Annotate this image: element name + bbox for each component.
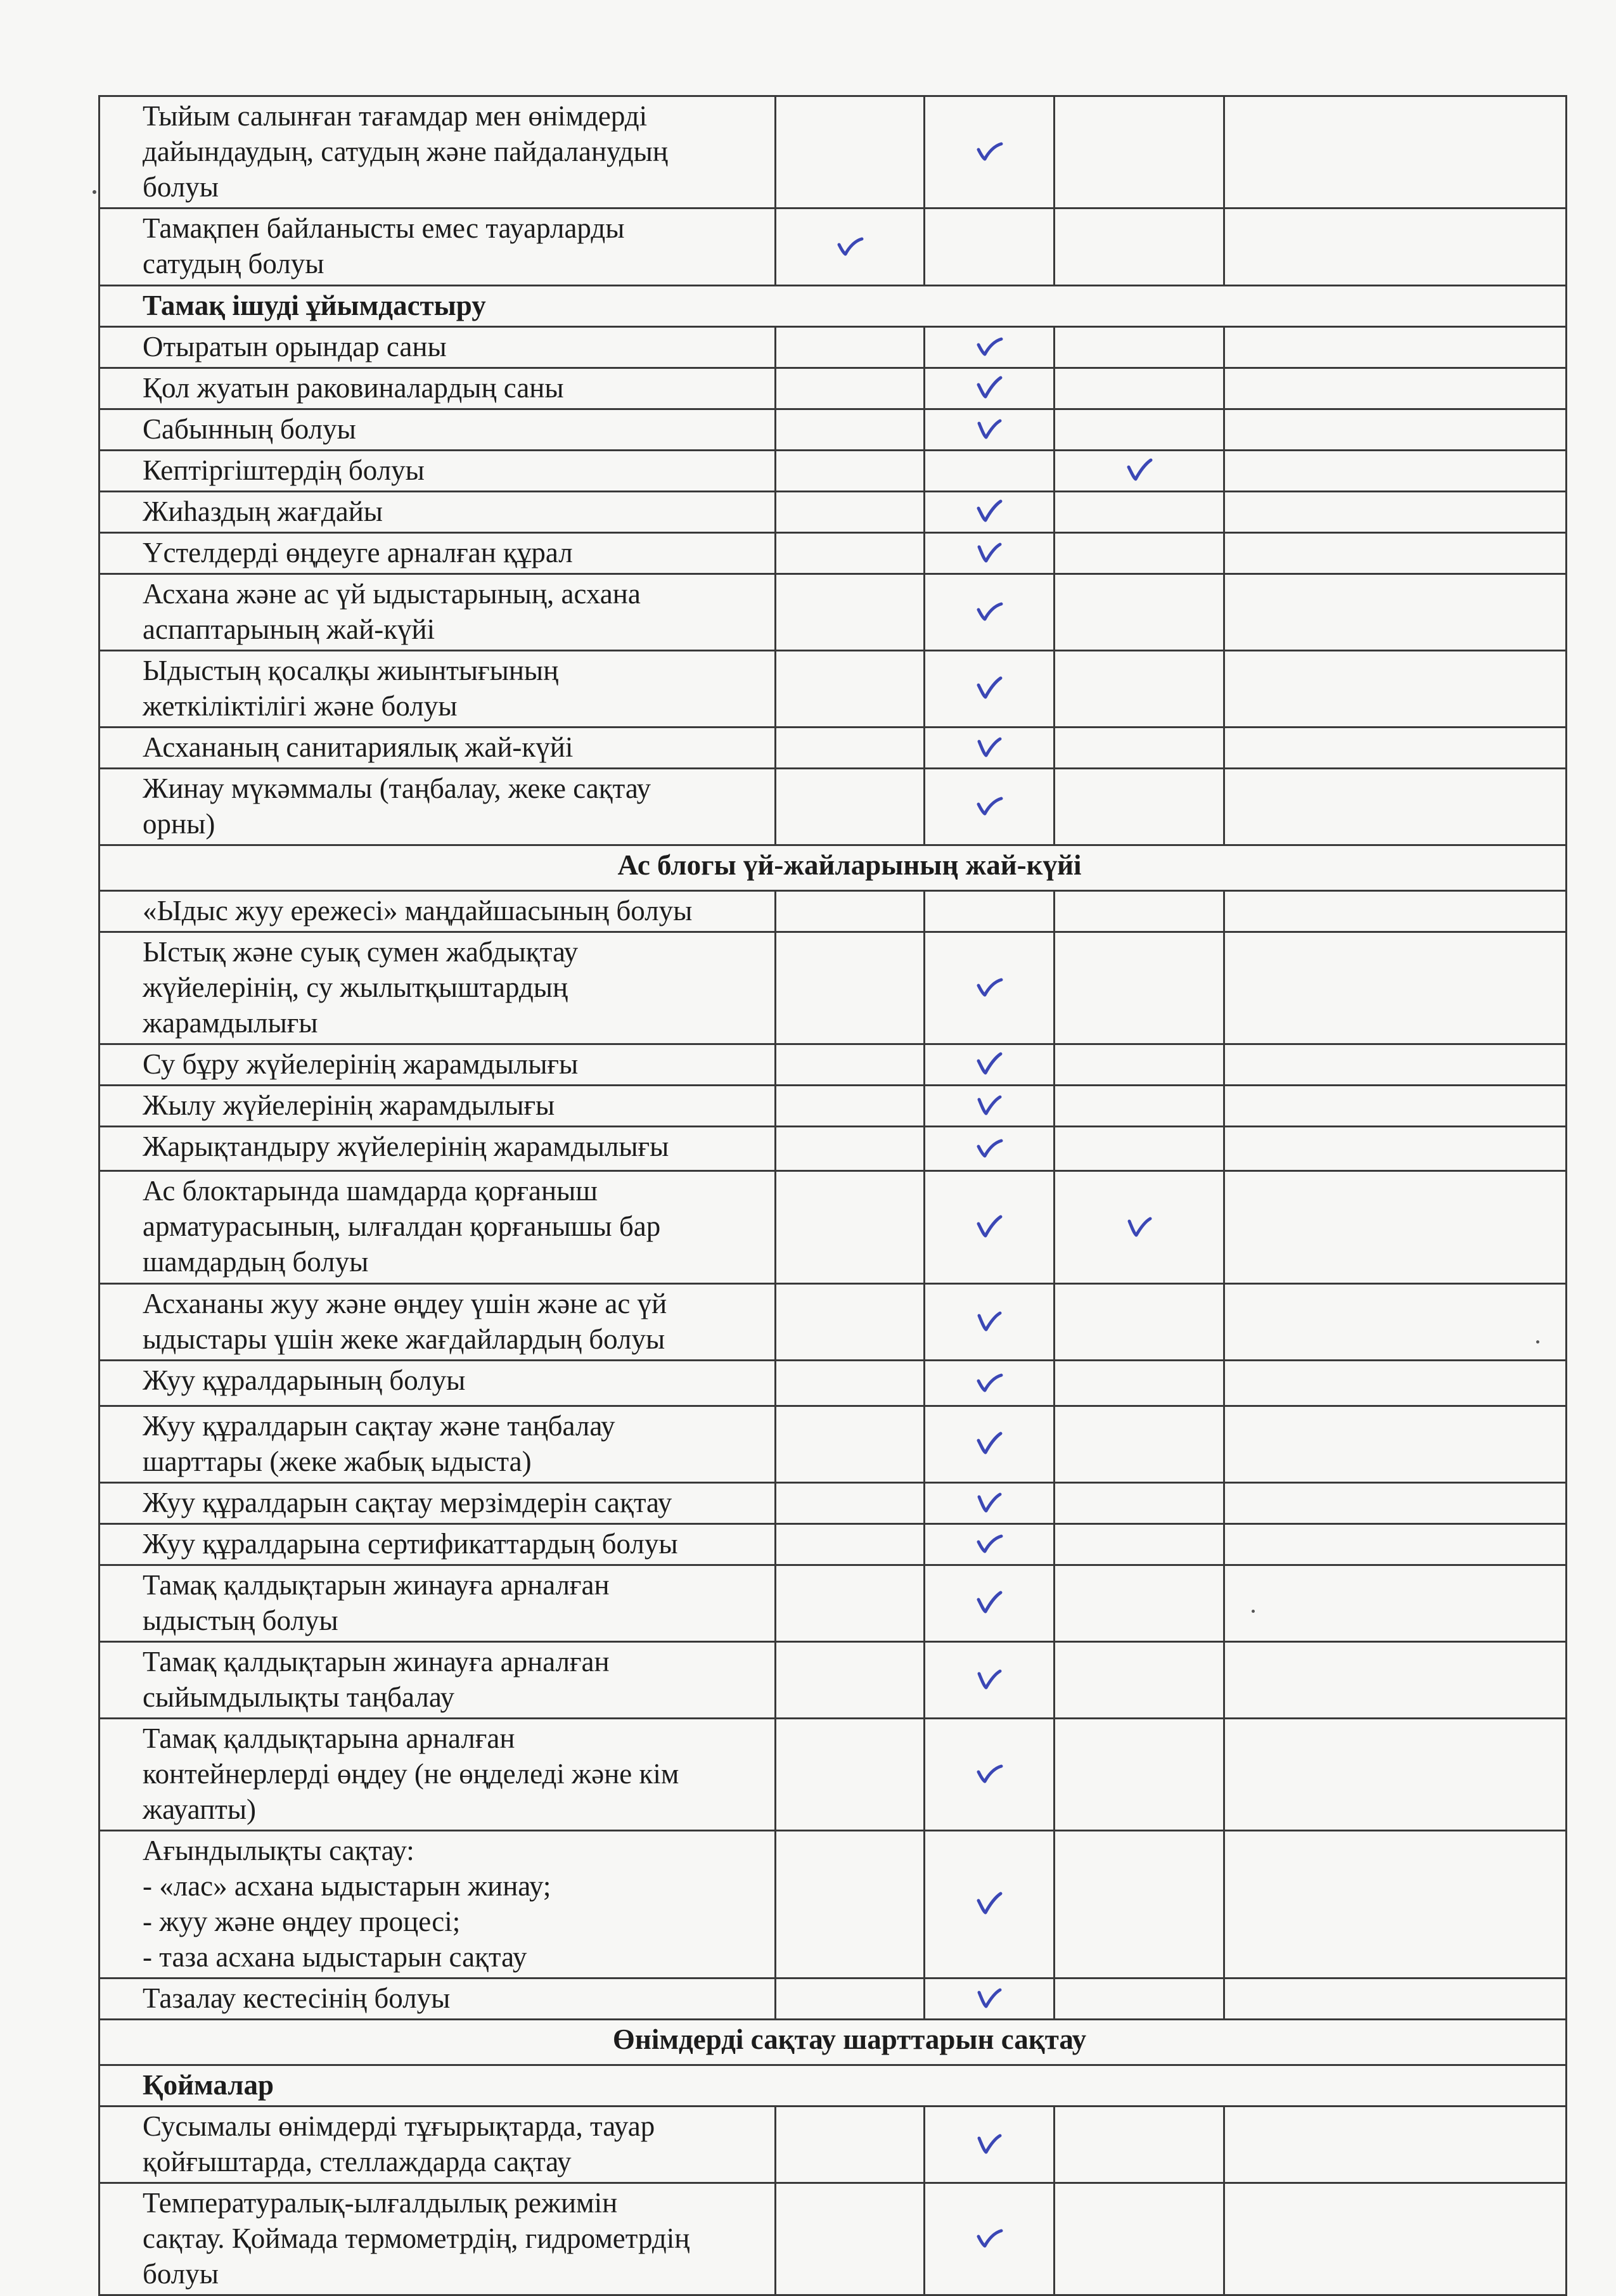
handwritten-check-icon [975, 2131, 1003, 2156]
mark-cell [1224, 574, 1567, 651]
subsection-title: Тамақ ішуді ұйымдастыру [99, 286, 1567, 327]
mark-cell [776, 1524, 925, 1565]
handwritten-check-icon [975, 1530, 1003, 1556]
table-row [99, 769, 1567, 845]
mark-cell [776, 1127, 925, 1171]
table-row [99, 574, 1567, 651]
mark-cell [1224, 1642, 1567, 1719]
mark-cell [1055, 728, 1224, 769]
mark-cell [1224, 1361, 1567, 1406]
mark-cell [925, 1831, 1055, 1979]
mark-cell [925, 327, 1055, 368]
table-row [99, 1979, 1567, 2020]
criterion-label: «Ыдыс жуу ережесі» маңдайшасының болуы [99, 891, 776, 932]
mark-cell [1055, 533, 1224, 574]
table-row [99, 1565, 1567, 1642]
mark-cell [1055, 2107, 1224, 2183]
mark-cell [776, 533, 925, 574]
mark-cell [776, 1086, 925, 1127]
scan-speck [1252, 1610, 1255, 1613]
mark-cell [1055, 1406, 1224, 1483]
mark-cell [925, 368, 1055, 409]
mark-cell [776, 208, 925, 286]
mark-cell [925, 2183, 1055, 2295]
mark-cell [776, 1406, 925, 1483]
mark-cell [776, 728, 925, 769]
criterion-label: Ағындылықты сақтау: - «лас» асхана ыдыстарын жинау; - жуу және өңдеу процесі; - таза асхана ыдыстарын сақтау [99, 1831, 776, 1979]
mark-cell [776, 2107, 925, 2183]
handwritten-check-icon [975, 1985, 1003, 2010]
mark-cell [925, 728, 1055, 769]
handwritten-check-icon [1125, 1214, 1153, 1239]
mark-cell [1055, 574, 1224, 651]
handwritten-check-icon [975, 1369, 1003, 1395]
mark-cell [925, 1127, 1055, 1171]
mark-cell [1055, 1565, 1224, 1642]
table-row [99, 1483, 1567, 1524]
criterion-label: Ас блоктарында шамдарда қорғаныш арматурасының, ылғалдан қорғанышы бар шамдардың болуы [99, 1171, 776, 1284]
mark-cell [776, 891, 925, 932]
table-row [99, 728, 1567, 769]
mark-cell [1224, 728, 1567, 769]
mark-cell [1055, 409, 1224, 451]
mark-cell [1055, 1642, 1224, 1719]
mark-cell [925, 1361, 1055, 1406]
table-row [99, 1284, 1567, 1361]
mark-cell [925, 932, 1055, 1044]
table-row [99, 932, 1567, 1044]
mark-cell [1224, 208, 1567, 286]
table-row [99, 2107, 1567, 2183]
table-row [99, 1406, 1567, 1483]
criterion-label: Асхананың санитариялық жай-күйі [99, 728, 776, 769]
mark-cell [1224, 1565, 1567, 1642]
mark-cell [925, 2107, 1055, 2183]
table-row [99, 1361, 1567, 1406]
inspection-table [98, 95, 1567, 2296]
mark-cell [1055, 1361, 1224, 1406]
handwritten-check-icon [975, 1135, 1003, 1160]
table-row [99, 1719, 1567, 1831]
mark-cell [776, 1565, 925, 1642]
handwritten-check-icon [975, 1214, 1003, 1239]
handwritten-check-icon [975, 1666, 1003, 1691]
mark-cell [776, 451, 925, 492]
mark-cell [1224, 492, 1567, 533]
mark-cell [1055, 96, 1224, 208]
mark-cell [1055, 451, 1224, 492]
mark-cell [925, 1171, 1055, 1284]
subsection-row [99, 286, 1567, 327]
mark-cell [1224, 1524, 1567, 1565]
criterion-label: Жарықтандыру жүйелерінің жарамдылығы [99, 1127, 776, 1171]
mark-cell [1224, 1171, 1567, 1284]
criterion-label: Ыстық және суық сумен жабдықтау жүйелерінің, су жылытқыштардың жарамдылығы [99, 932, 776, 1044]
mark-cell [1055, 1831, 1224, 1979]
criterion-label: Үстелдерді өңдеуге арналған құрал [99, 533, 776, 574]
mark-cell [1224, 533, 1567, 574]
section-heading: Ас блогы үй-жайларының жай-күйі [99, 845, 1567, 891]
mark-cell [776, 932, 925, 1044]
mark-cell [1055, 1127, 1224, 1171]
handwritten-check-icon [975, 1430, 1003, 1456]
handwritten-check-icon [975, 1051, 1003, 1076]
scan-speck [1536, 1340, 1539, 1344]
mark-cell [776, 1361, 925, 1406]
mark-cell [1055, 651, 1224, 728]
mark-cell [925, 409, 1055, 451]
mark-cell [1224, 1284, 1567, 1361]
mark-cell [1055, 1483, 1224, 1524]
handwritten-check-icon [836, 233, 864, 259]
mark-cell [925, 574, 1055, 651]
mark-cell [776, 574, 925, 651]
criterion-label: Жуу құралдарын сақтау мерзімдерін сақтау [99, 1483, 776, 1524]
section-heading-row [99, 2020, 1567, 2065]
table-row [99, 533, 1567, 574]
handwritten-check-icon [975, 498, 1003, 523]
handwritten-check-icon [975, 539, 1003, 565]
criterion-label: Ыдыстың қосалқы жиынтығының жеткіліктілігі және болуы [99, 651, 776, 728]
mark-cell [925, 1483, 1055, 1524]
table-row [99, 409, 1567, 451]
handwritten-check-icon [975, 675, 1003, 700]
criterion-label: Жиһаздың жағдайы [99, 492, 776, 533]
section-heading: Өнімдерді сақтау шарттарын сақтау [99, 2020, 1567, 2065]
mark-cell [1224, 651, 1567, 728]
mark-cell [776, 769, 925, 845]
mark-cell [776, 409, 925, 451]
mark-cell [776, 368, 925, 409]
handwritten-check-icon [975, 375, 1003, 400]
handwritten-check-icon [975, 974, 1003, 999]
table-row [99, 1642, 1567, 1719]
criterion-label: Тыйым салынған тағамдар мен өнімдерді дайындаудың, сатудың және пайдаланудың болуы [99, 96, 776, 208]
criterion-label: Асхананы жуу және өңдеу үшін және ас үй ыдыстары үшін жеке жағдайлардың болуы [99, 1284, 776, 1361]
mark-cell [1055, 327, 1224, 368]
criterion-label: Қол жуатын раковиналардың саны [99, 368, 776, 409]
mark-cell [1224, 1406, 1567, 1483]
mark-cell [1224, 409, 1567, 451]
criterion-label: Кептіргіштердің болуы [99, 451, 776, 492]
section-heading-row [99, 845, 1567, 891]
criterion-label: Жуу құралдарын сақтау және таңбалау шарттары (жеке жабық ыдыста) [99, 1406, 776, 1483]
mark-cell [925, 1086, 1055, 1127]
handwritten-check-icon [975, 1890, 1003, 1916]
table-row [99, 368, 1567, 409]
mark-cell [1055, 208, 1224, 286]
handwritten-check-icon [975, 1589, 1003, 1615]
mark-cell [925, 533, 1055, 574]
table-row [99, 451, 1567, 492]
mark-cell [1224, 769, 1567, 845]
criterion-label: Температуралық-ылғалдылық режимін сақтау. Қоймада термометрдің, гидрометрдің болуы [99, 2183, 776, 2295]
handwritten-check-icon [975, 333, 1003, 359]
criterion-label: Тазалау кестесінің болуы [99, 1979, 776, 2020]
mark-cell [1224, 368, 1567, 409]
mark-cell [1055, 1979, 1224, 2020]
criterion-label: Су бұру жүйелерінің жарамдылығы [99, 1044, 776, 1086]
table-row [99, 1044, 1567, 1086]
mark-cell [776, 327, 925, 368]
handwritten-check-icon [975, 1092, 1003, 1117]
mark-cell [1224, 1086, 1567, 1127]
criterion-label: Асхана және ас үй ыдыстарының, асхана аспаптарының жай-күйі [99, 574, 776, 651]
mark-cell [1055, 368, 1224, 409]
mark-cell [925, 451, 1055, 492]
mark-cell [925, 769, 1055, 845]
mark-cell [776, 1044, 925, 1086]
mark-cell [1224, 451, 1567, 492]
mark-cell [776, 1719, 925, 1831]
mark-cell [925, 1719, 1055, 1831]
mark-cell [1224, 2107, 1567, 2183]
mark-cell [925, 651, 1055, 728]
mark-cell [776, 651, 925, 728]
mark-cell [1224, 96, 1567, 208]
table-row [99, 891, 1567, 932]
criterion-label: Тамақ қалдықтарын жинауға арналған сыйымдылықты таңбалау [99, 1642, 776, 1719]
mark-cell [1055, 891, 1224, 932]
mark-cell [776, 1642, 925, 1719]
handwritten-check-icon [975, 2225, 1003, 2250]
criterion-label: Тамақ қалдықтарына арналған контейнерлерді өңдеу (не өңделеді және кім жауапты) [99, 1719, 776, 1831]
mark-cell [1055, 1719, 1224, 1831]
mark-cell [1055, 1044, 1224, 1086]
mark-cell [1224, 1979, 1567, 2020]
mark-cell [925, 1406, 1055, 1483]
criterion-label: Тамақпен байланысты емес тауарларды сатудың болуы [99, 208, 776, 286]
mark-cell [776, 1284, 925, 1361]
mark-cell [925, 1979, 1055, 2020]
mark-cell [1055, 2183, 1224, 2295]
mark-cell [1055, 1284, 1224, 1361]
table-row [99, 2183, 1567, 2295]
mark-cell [1055, 1171, 1224, 1284]
mark-cell [925, 1565, 1055, 1642]
mark-cell [1224, 891, 1567, 932]
mark-cell [776, 1831, 925, 1979]
mark-cell [1224, 1044, 1567, 1086]
mark-cell [1055, 769, 1224, 845]
mark-cell [925, 891, 1055, 932]
handwritten-check-icon [975, 734, 1003, 759]
table-row [99, 96, 1567, 208]
mark-cell [925, 1524, 1055, 1565]
handwritten-check-icon [975, 138, 1003, 164]
mark-cell [776, 2183, 925, 2295]
criterion-label: Сабынның болуы [99, 409, 776, 451]
mark-cell [925, 492, 1055, 533]
mark-cell [776, 1483, 925, 1524]
mark-cell [1224, 1831, 1567, 1979]
mark-cell [925, 208, 1055, 286]
subsection-row [99, 2065, 1567, 2107]
handwritten-check-icon [1125, 457, 1153, 482]
mark-cell [1224, 2183, 1567, 2295]
subsection-title: Қоймалар [99, 2065, 1567, 2107]
criterion-label: Жылу жүйелерінің жарамдылығы [99, 1086, 776, 1127]
mark-cell [776, 96, 925, 208]
mark-cell [1224, 1127, 1567, 1171]
mark-cell [925, 1044, 1055, 1086]
table-row [99, 1171, 1567, 1284]
mark-cell [776, 1171, 925, 1284]
criterion-label: Жинау мүкәммалы (таңбалау, жеке сақтау орны) [99, 769, 776, 845]
handwritten-check-icon [975, 1760, 1003, 1786]
table-row [99, 492, 1567, 533]
table-row [99, 1831, 1567, 1979]
table-row [99, 1524, 1567, 1565]
scan-speck [93, 190, 96, 194]
handwritten-check-icon [975, 793, 1003, 818]
criterion-label: Жуу құралдарының болуы [99, 1361, 776, 1406]
mark-cell [1055, 492, 1224, 533]
criterion-label: Жуу құралдарына сертификаттардың болуы [99, 1524, 776, 1565]
mark-cell [925, 1284, 1055, 1361]
mark-cell [776, 492, 925, 533]
mark-cell [1224, 1719, 1567, 1831]
criterion-label: Отыратын орындар саны [99, 327, 776, 368]
handwritten-check-icon [975, 598, 1003, 624]
handwritten-check-icon [975, 1308, 1003, 1333]
mark-cell [925, 96, 1055, 208]
mark-cell [925, 1642, 1055, 1719]
table-row [99, 327, 1567, 368]
mark-cell [1055, 932, 1224, 1044]
table-row [99, 651, 1567, 728]
mark-cell [1224, 932, 1567, 1044]
mark-cell [1224, 1483, 1567, 1524]
table-row [99, 1127, 1567, 1171]
table-row [99, 208, 1567, 286]
table-row [99, 1086, 1567, 1127]
mark-cell [1224, 327, 1567, 368]
mark-cell [776, 1979, 925, 2020]
criterion-label: Тамақ қалдықтарын жинауға арналған ыдыстың болуы [99, 1565, 776, 1642]
criterion-label: Сусымалы өнімдерді тұғырықтарда, тауар қойғыштарда, стеллаждарда сақтау [99, 2107, 776, 2183]
handwritten-check-icon [975, 1489, 1003, 1515]
handwritten-check-icon [975, 416, 1003, 441]
mark-cell [1055, 1086, 1224, 1127]
mark-cell [1055, 1524, 1224, 1565]
